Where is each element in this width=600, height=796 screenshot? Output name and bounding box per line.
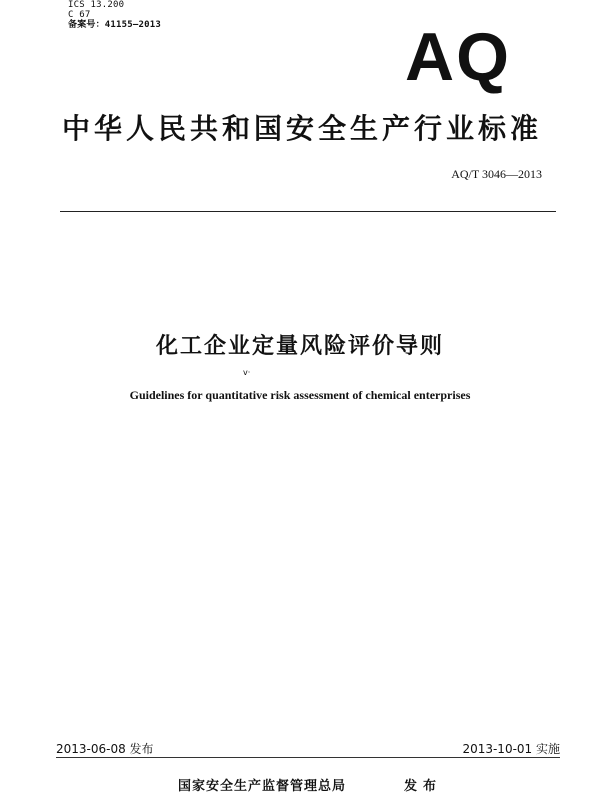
standard-title: 中华人民共和国安全生产行业标准	[62, 112, 543, 145]
record-number: 备案号：41155—2013	[68, 20, 161, 30]
stray-mark: v·	[243, 368, 251, 377]
standard-number: AQ/T 3046—2013	[451, 167, 542, 181]
implementation-date: 2013-10-01 实施	[462, 742, 560, 756]
publish-label: 发布	[404, 779, 443, 794]
footer-divider	[56, 757, 560, 758]
issue-date: 2013-06-08 发布	[56, 742, 154, 756]
document-title-cn: 化工企业定量风险评价导则	[155, 334, 444, 359]
document-title-en: Guidelines for quantitative risk assessment of chemical enterprises	[129, 388, 471, 402]
classification-code: C 67	[68, 10, 91, 20]
aq-logo: AQ	[405, 19, 511, 95]
ics-code: ICS 13.200	[68, 0, 125, 10]
header-divider	[60, 211, 556, 212]
publisher: 国家安全生产监督管理总局	[178, 779, 347, 794]
